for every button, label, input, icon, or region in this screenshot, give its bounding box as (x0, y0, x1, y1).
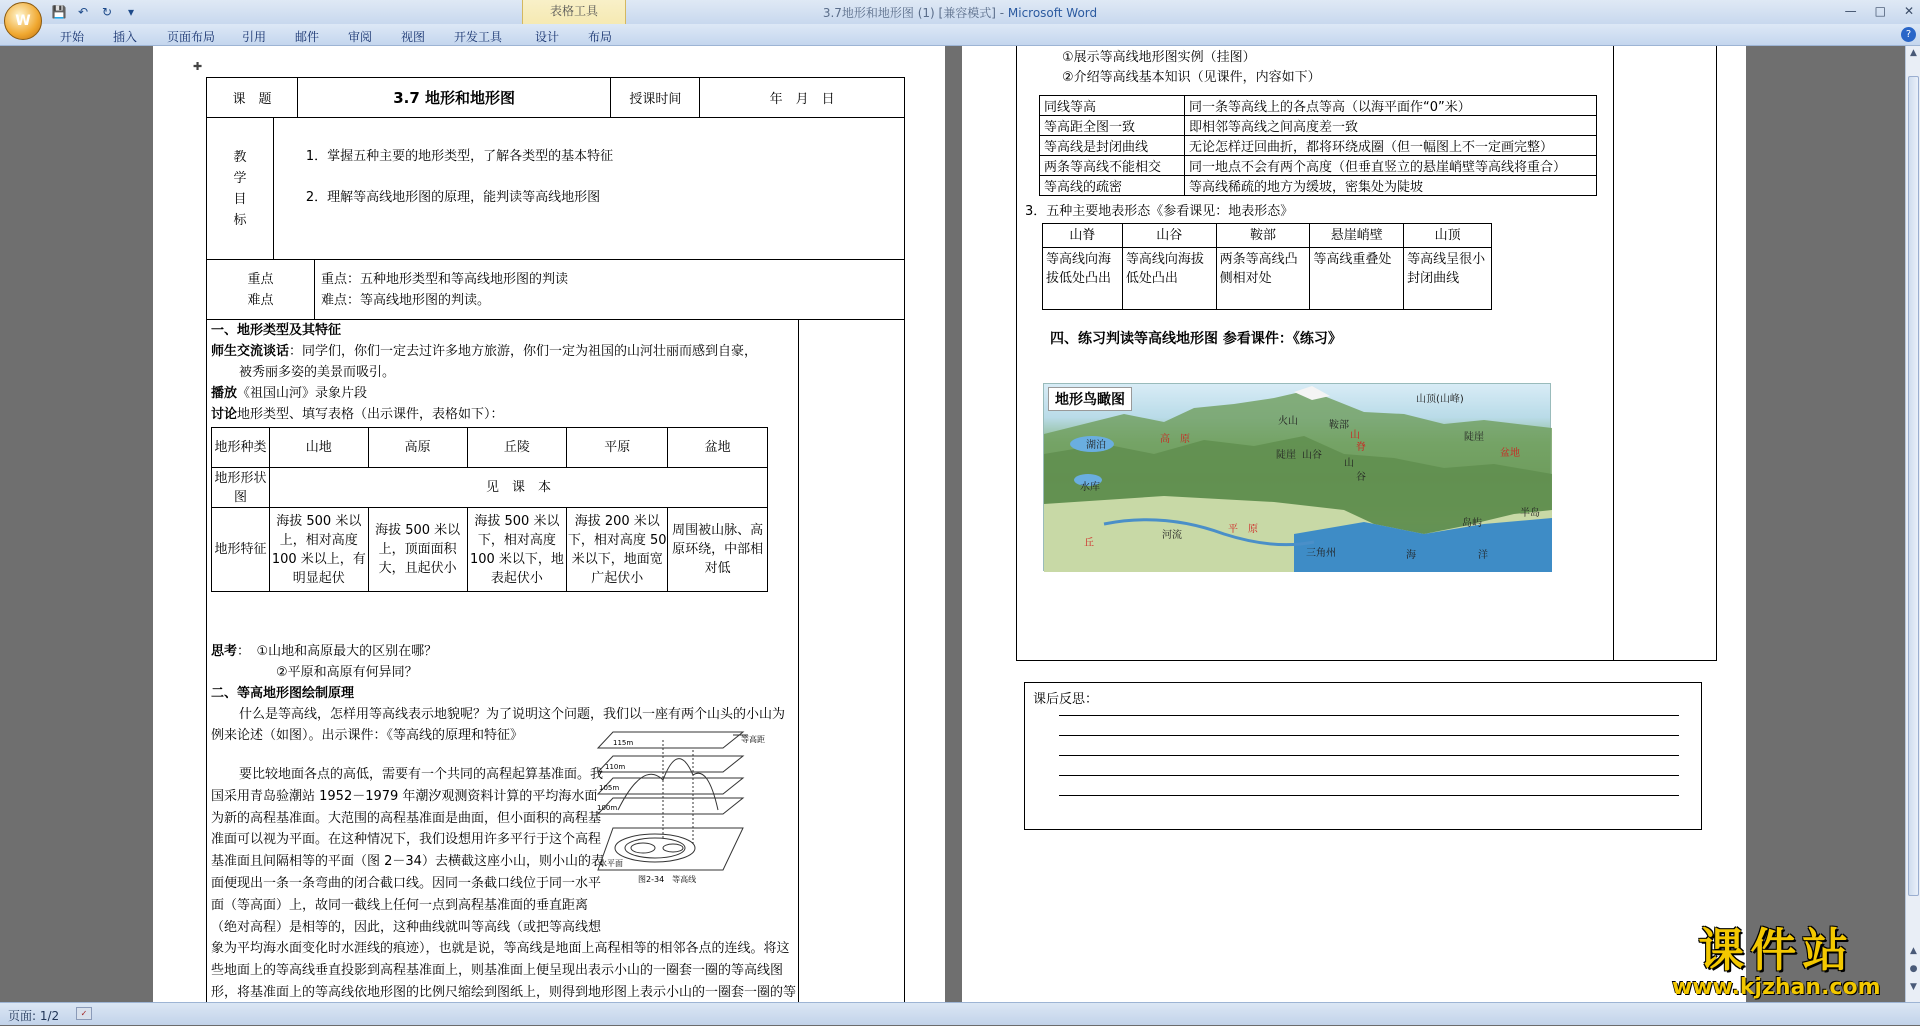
landform-feature: 海拔 500 米以上，顶面面积大，且起伏小 (368, 508, 467, 592)
customize-qat-icon[interactable]: ▾ (127, 5, 135, 19)
contour-principle-figure (593, 720, 771, 884)
rule-desc: 同一条等高线上的各点等高（以海平面作“0”米） (1185, 96, 1597, 116)
form-cell: 等高线重叠处 (1310, 248, 1404, 310)
figure-label: 100m (597, 804, 618, 812)
paragraph-2: 要比较地面各点的高低，需要有一个共同的高程起算基准面。我国采用青岛验潮站 1952－1979 年潮汐观测资料计算的平均海水面为新的高程基准面。大范围的高程基准面是曲面，但小面积的高程基准面可以视为平面。在这种情况下，我们设想用许多平行于这个高程基准面且间隔相等的平面（图 2－34）去横截这座小山，则小山的表面便现出一条一条弯曲的闭合截口线。因同一条截口线位于同一水平面（等高面）上，故同一截线上任何一点到高程基准面的垂直距离（绝对高程）是相等的，因此，这种曲线就叫等高线（或把等高线想象为平均海水面变化时水涯线的痕迹），也就是说，等高线是地面上高程相等的相邻各点的连线。将这些地面上的等高线垂直投影到高程基准面上，则基准面上便呈现出表示小山的一圈套一圈的等高线图形，将基准面上的等高线依地形图的比例尺缩绘到图纸上，则得到地形图上表示小山的一圈套一圈的等 (211, 767, 797, 1000)
focus-label (207, 260, 315, 320)
talk-label: 师生交流谈话 (211, 344, 290, 359)
map-label: 河流 (1162, 530, 1182, 541)
think-question-1: ： ①山地和高原最大的区别在哪？ (237, 644, 438, 659)
landform-feature: 周围被山脉、高原环绕，中部相对低 (668, 508, 768, 592)
lesson-body (211, 320, 796, 425)
landforms-table (1042, 223, 1492, 310)
map-label: 鞍部 (1329, 420, 1349, 431)
page-1 (153, 46, 945, 1002)
goals-label-char: 学 (233, 170, 247, 186)
form-cell: 等高线呈很小封闭曲线 (1404, 248, 1492, 310)
figure-label: 110m (605, 763, 626, 771)
talk-text-cont: 被秀丽多姿的美景而吸引。 (239, 365, 396, 380)
hard-label: 难点 (247, 292, 274, 308)
proofing-icon[interactable]: ✓ (76, 1007, 92, 1020)
map-label: 火山 (1278, 416, 1298, 427)
next-page-icon[interactable]: ▼ (1910, 982, 1917, 992)
form-cell: 等高线向海拔低处凸出 (1043, 248, 1123, 310)
lesson-header-table (206, 77, 905, 118)
landform-type: 平原 (567, 428, 668, 468)
tab-page-layout[interactable]: 页面布局 (167, 30, 216, 44)
scroll-thumb[interactable] (1908, 76, 1919, 896)
map-label: 山 (1344, 458, 1354, 469)
figure-label: 105m (599, 784, 620, 792)
map-label: 盆地 (1500, 448, 1520, 459)
document-title: 3.7地形和地形图 (1) [兼容模式] - (822, 6, 1008, 20)
save-icon[interactable]: 💾 (51, 5, 67, 19)
section-2-title: 二、等高地形图绘制原理 (211, 686, 355, 701)
tab-references[interactable]: 引用 (242, 30, 267, 44)
tab-mailings[interactable]: 邮件 (295, 30, 320, 44)
page2-intro (1062, 48, 1602, 88)
reflection-label: 课后反思： (1033, 692, 1099, 707)
goals-list (273, 118, 904, 260)
close-icon[interactable]: ✕ (1903, 4, 1914, 18)
map-label: 平 原 (1228, 524, 1258, 535)
reflection-line[interactable] (1059, 795, 1679, 796)
discuss-text: 地形类型、填写表格（出示课件，表格如下）： (237, 407, 504, 422)
rule-desc: 无论怎样迂回曲折，都将环绕成圈（但一幅图上不一定画完整） (1185, 136, 1597, 156)
page-count[interactable]: 页面: 1/2 (8, 1009, 60, 1023)
terrain-drawing (1044, 384, 1552, 572)
figure-label: 水平面 (599, 859, 623, 868)
ribbon-tabs (0, 24, 1920, 46)
reflection-box (1024, 682, 1702, 830)
vertical-scrollbar[interactable] (1905, 46, 1920, 1002)
section-3-line: 3．五种主要地表形态《参看课见：地表形态》 (1025, 204, 1294, 219)
rule-desc: 即相邻等高线之间高度差一致 (1185, 116, 1597, 136)
landform-shape-note: 见 课 本 (269, 468, 767, 508)
rule-name: 两条等高线不能相交 (1040, 156, 1185, 176)
form-cell: 两条等高线凸侧相对处 (1216, 248, 1310, 310)
goal-item: 2．理解等高线地形图的原理，能判读等高线地形图 (305, 190, 601, 205)
rule-name: 同线等高 (1040, 96, 1185, 116)
map-label: 岛屿 (1462, 518, 1482, 529)
lesson-title: 3.7 地形和地形图 (297, 78, 611, 118)
form-head: 山顶 (1404, 224, 1492, 248)
goal-item: 1．掌握五种主要的地形类型，了解各类型的基本特征 (305, 149, 614, 164)
landform-type: 盆地 (668, 428, 768, 468)
map-label: 陡崖 (1464, 432, 1484, 443)
map-label: 丘 (1084, 538, 1094, 549)
tab-review[interactable]: 审阅 (348, 30, 373, 44)
tab-insert[interactable]: 插入 (113, 30, 138, 44)
maximize-icon[interactable]: □ (1874, 4, 1886, 18)
form-cell: 等高线向海拔低处凸出 (1122, 248, 1216, 310)
landform-feature: 海拔 200 米以下，相对高度 50 米以下，地面宽广起伏小 (567, 508, 668, 592)
discuss-label: 讨论 (211, 407, 238, 422)
lesson-date: 年 月 日 (700, 78, 905, 118)
landform-type: 山地 (269, 428, 368, 468)
map-label: 水库 (1080, 482, 1100, 493)
figure-label: 等高距 (741, 735, 765, 744)
focus-table (206, 259, 905, 320)
goals-label-char: 目 (233, 191, 247, 207)
landform-type: 丘陵 (467, 428, 567, 468)
map-label: 山 (1350, 430, 1360, 441)
lesson-label: 课 题 (207, 78, 298, 118)
map-label: 陡崖 (1276, 450, 1296, 461)
intro-line-2: ②介绍等高线基本知识（见课件，内容如下） (1062, 70, 1321, 85)
figure-caption: 图2-34 等高线 (638, 875, 697, 884)
window-title (0, 4, 1920, 21)
think-question-2: ②平原和高原有何异同？ (276, 665, 418, 680)
intro-line-1: ①展示等高线地形图实例（挂图） (1062, 50, 1256, 65)
rule-name: 等高距全图一致 (1040, 116, 1185, 136)
goals-label-char: 教 (233, 149, 247, 165)
watermark-name: 课件站 (1698, 923, 1855, 977)
map-label: 山顶(山峰) (1416, 394, 1464, 405)
form-head: 山脊 (1043, 224, 1123, 248)
prev-page-icon[interactable]: ▲ (1910, 946, 1917, 956)
rule-name: 等高线的疏密 (1040, 176, 1185, 196)
body-side-column (799, 319, 905, 1002)
tab-home[interactable]: 开始 (60, 30, 85, 44)
time-label: 授课时间 (611, 78, 700, 118)
landform-type-head: 地形种类 (212, 428, 270, 468)
tab-design[interactable]: 设计 (535, 30, 560, 44)
window-controls (1845, 4, 1914, 18)
reflection-line[interactable] (1059, 755, 1679, 756)
contour-rules-table (1039, 95, 1597, 196)
undo-icon[interactable]: ↶ (77, 5, 89, 19)
form-head: 山谷 (1122, 224, 1216, 248)
paragraph-1: 什么是等高线，怎样用等高线表示地貌呢？为了说明这个问题，我们以一座有两个山头的小山为例来论述（如图）。出示课件：《等高线的原理和特征》 (211, 707, 786, 743)
help-icon[interactable]: ? (1901, 27, 1916, 42)
landform-type: 高原 (368, 428, 467, 468)
minimize-icon[interactable]: — (1844, 4, 1857, 18)
landform-feature: 海拔 500 米以下，相对高度 100 米以下，地表起伏小 (467, 508, 567, 592)
think-label: 思考 (211, 644, 238, 659)
reflection-line[interactable] (1059, 715, 1679, 716)
tab-layout[interactable]: 布局 (588, 30, 613, 44)
landform-feature-head: 地形特征 (212, 508, 270, 592)
terrain-birdseye-map (1043, 383, 1551, 571)
map-label: 半岛 (1520, 508, 1540, 519)
landform-table (211, 427, 768, 592)
reflection-line[interactable] (1059, 775, 1679, 776)
table-move-handle-icon[interactable]: ✚ (193, 60, 203, 73)
map-label: 海 (1406, 550, 1416, 561)
watermark-url: www.kjzhan.com (1672, 975, 1881, 1000)
goals-label (207, 118, 274, 260)
map-label: 湖泊 (1086, 440, 1106, 451)
play-text: 《祖国山河》录象片段 (237, 386, 368, 401)
hard-point: 难点：等高线地形图的判读。 (321, 292, 491, 308)
map-label: 三角州 (1306, 548, 1336, 559)
figure-label: 115m (613, 739, 634, 747)
contour-diagram (593, 720, 771, 884)
page2-side-divider (1613, 46, 1614, 661)
page-2 (962, 46, 1746, 1002)
watermark (1672, 925, 1881, 1000)
office-button[interactable]: W (4, 2, 42, 40)
reflection-line[interactable] (1059, 735, 1679, 736)
section-4-title: 四、练习判读等高线地形图 参看课件：《练习》 (1050, 331, 1342, 347)
form-head: 鞍部 (1216, 224, 1310, 248)
scroll-up-icon[interactable]: ▲ (1910, 48, 1917, 58)
landform-shape-head: 地形形状图 (212, 468, 270, 508)
map-label: 高 原 (1160, 434, 1190, 445)
tab-view[interactable]: 视图 (401, 30, 426, 44)
play-label: 播放 (211, 386, 238, 401)
redo-icon[interactable]: ↻ (101, 5, 113, 19)
map-label: 谷 (1356, 472, 1366, 483)
rule-desc: 等高线稀疏的地方为缓坡，密集处为陡坡 (1185, 176, 1597, 196)
map-label: 洋 (1478, 550, 1488, 561)
landform-feature: 海拔 500 米以上，相对高度 100 米以上，有明显起伏 (269, 508, 368, 592)
goals-table (206, 117, 905, 260)
key-point: 重点：五种地形类型和等高线地形图的判读 (321, 271, 569, 287)
rule-name: 等高线是封闭曲线 (1040, 136, 1185, 156)
focus-content (315, 260, 905, 320)
context-group-label: 表格工具 (549, 4, 598, 18)
map-label: 脊 (1356, 442, 1366, 453)
tab-developer[interactable]: 开发工具 (454, 30, 503, 44)
app-name: Microsoft Word (1007, 6, 1098, 20)
browse-object-icon[interactable]: ● (1909, 964, 1918, 974)
goals-label-char: 标 (233, 212, 247, 228)
map-label: 山谷 (1302, 450, 1322, 461)
map-title: 地形鸟瞰图 (1048, 387, 1132, 411)
status-bar (0, 1002, 1920, 1025)
section-1-title: 一、地形类型及其特征 (211, 323, 342, 338)
form-head: 悬崖峭壁 (1310, 224, 1404, 248)
key-label: 重点 (247, 271, 274, 287)
talk-text: ：同学们，你们一定去过许多地方旅游，你们一定为祖国的山河壮丽而感到自豪， (289, 344, 758, 359)
rule-desc: 同一地点不会有两个高度（但垂直竖立的悬崖峭壁等高线将重合） (1185, 156, 1597, 176)
